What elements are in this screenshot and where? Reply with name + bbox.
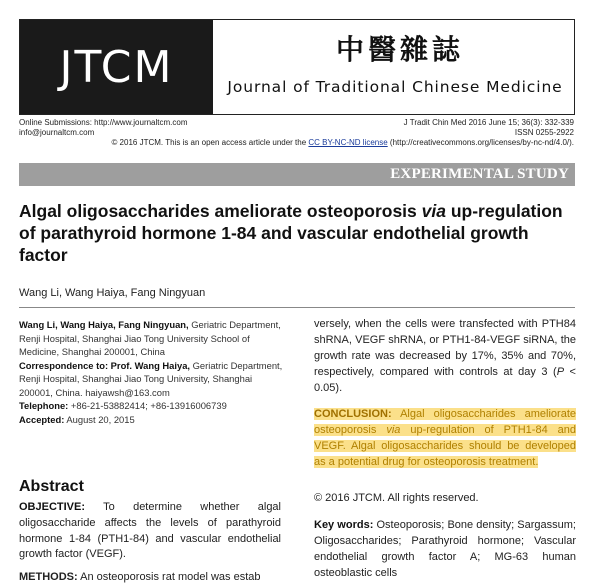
chinese-journal-title: 中醫雜誌 — [335, 33, 464, 66]
submission-info — [19, 118, 188, 137]
correspondence-label: Correspondence to: Prof. Wang Haiya, — [19, 359, 191, 371]
license-suffix: (http://creativecommons.org/licenses/by-nc-nd/4.0/). — [389, 138, 574, 147]
keywords — [314, 517, 576, 581]
copyright: © 2016 JTCM. All rights reserved. — [314, 492, 479, 504]
affiliation-authors — [19, 318, 285, 359]
telephone-label: Telephone: — [19, 400, 69, 411]
logo-text: JTCM — [59, 41, 174, 93]
conclusion-label: CONCLUSION: — [314, 408, 392, 420]
title-part-1: Algal oligosaccharides ameliorate osteoporosis — [19, 201, 422, 221]
correspondence-text: Geriatric Department, Renji Hospital, Shanghai Jiao Tong University, Shanghai 200001, China. haiyawsh@163.com — [19, 359, 283, 398]
telephone-text: +86-21-53882414; +86-13916006739 — [68, 400, 227, 411]
accepted-label: Accepted: — [19, 413, 65, 425]
journal-masthead — [19, 19, 575, 115]
license-link[interactable]: CC BY-NC-ND license — [308, 138, 388, 147]
accepted-text: August 20, 2015 — [64, 413, 135, 425]
objective-text: To determine whether algal oligosaccharide affects the levels of parathyroid hormone 1-84 (PTH1-84) and vascular endothelial growth factor (VEGF). — [19, 501, 281, 561]
title-part-2: up-regulation of parathyroid hormone 1-84 and vascular endothelial growth factor — [19, 201, 563, 265]
journal-email[interactable]: info@journaltcm.com — [19, 127, 95, 137]
submissions-url[interactable]: Online Submissions: http://www.journaltcm.com — [19, 118, 188, 127]
accepted-date — [19, 413, 285, 427]
objective-label: OBJECTIVE: — [19, 501, 86, 513]
conclusion-part-2: up-regulation of PTH1-84 and VEGF. Algal oligosaccharides should be developed as a potential drug for osteoporosis treatment. — [314, 424, 576, 468]
conclusion-highlight — [314, 408, 576, 468]
methods-label: METHODS: — [19, 571, 78, 583]
abstract-objective — [19, 500, 281, 563]
article-title — [19, 200, 579, 266]
results-text: versely, when the cells were transfected with PTH84 shRNA, VEGF shRNA, or PTH1-84-VEGF siRNA, the growth rate was decreased by 17%, 35% and 70%, respectively, compared with controls at day 3 ( — [314, 318, 576, 378]
methods-text: An osteoporosis rat model was estab — [77, 571, 261, 583]
abstract-conclusion — [314, 406, 576, 470]
title-italic: via — [421, 201, 446, 221]
issn: ISSN 0255-2922 — [514, 127, 574, 137]
results-p-value: P — [556, 366, 565, 378]
conclusion-part-1: Algal oligosaccharides ameliorate osteoporosis — [314, 408, 576, 436]
english-journal-title: Journal of Traditional Chinese Medicine — [227, 78, 563, 96]
divider — [19, 307, 575, 308]
abstract-results-continued — [314, 316, 576, 396]
keywords-label: Key words: — [314, 519, 374, 531]
citation-info — [404, 118, 574, 137]
keywords-text: Osteoporosis; Bone density; Sargassum; Oligosaccharides; Parathyroid hormone; Vascular endothelial growth factor A; MG-63 human osteoblastic cells — [314, 519, 576, 579]
affiliation-block — [19, 318, 285, 426]
affiliation-authors-label: Wang Li, Wang Haiya, Fang Ningyuan, — [19, 319, 189, 330]
abstract-heading: Abstract — [19, 478, 84, 495]
citation: J Tradit Chin Med 2016 June 15; 36(3): 332-339 — [403, 118, 574, 127]
license-line — [111, 138, 574, 147]
section-banner: EXPERIMENTAL STUDY — [19, 163, 575, 186]
conclusion-italic: via — [386, 424, 401, 436]
results-tail: < 0.05). — [314, 366, 576, 394]
correspondence — [19, 359, 285, 400]
telephone — [19, 399, 285, 413]
affiliation-authors-text: Geriatric Department, Renji Hospital, Shanghai Jiao Tong University School of Medicine, Shanghai 200001, China — [19, 319, 281, 357]
jtcm-logo — [20, 20, 213, 114]
license-prefix: © 2016 JTCM. This is an open access article under the — [111, 138, 307, 147]
author-list: Wang Li, Wang Haiya, Fang Ningyuan — [19, 287, 206, 299]
